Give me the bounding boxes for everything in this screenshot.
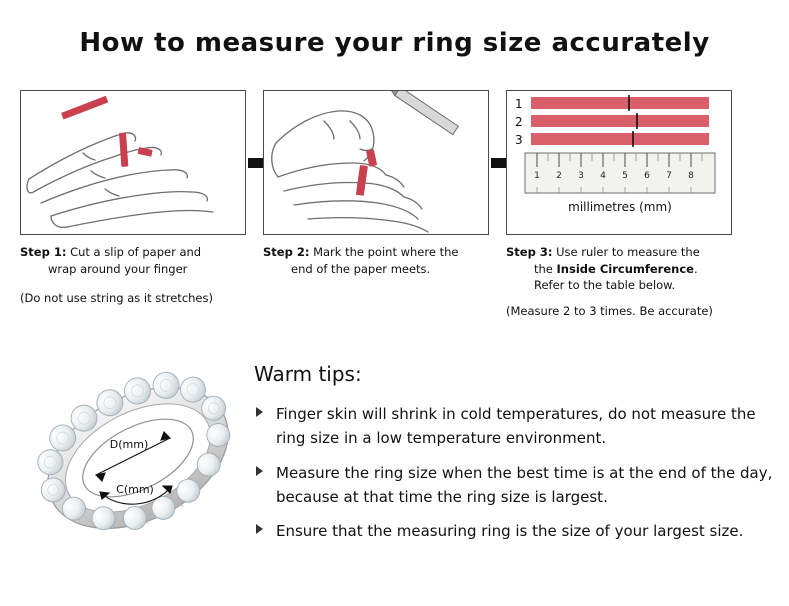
step-3-illustration-panel: [506, 90, 732, 235]
eternity-ring-diameter-circumference-diagram: [22, 352, 254, 564]
svg-text:1: 1: [534, 171, 540, 181]
steps-row: [20, 90, 772, 340]
hand-marking-paper-illustration: [264, 91, 488, 234]
warm-tips-heading: Warm tips:: [254, 362, 362, 386]
step-2: [263, 90, 491, 277]
step-1-illustration-panel: [20, 90, 246, 235]
step-2-text-line2: end of the paper meets.: [291, 261, 431, 276]
svg-text:2: 2: [515, 115, 523, 129]
pen-icon: [385, 91, 459, 135]
page-title: How to measure your ring size accurately: [79, 28, 710, 58]
step-3-note: (Measure 2 to 3 times. Be accurate): [506, 304, 713, 319]
step-2-text-line1: Mark the point where the: [313, 245, 459, 259]
tip-item-1: [254, 402, 774, 451]
step-1-caption: [20, 244, 248, 277]
tip-text: Ensure that the measuring ring is the size of your largest size.: [276, 522, 744, 541]
step-2-illustration-panel: [263, 90, 489, 235]
step-1-label: Step 1:: [20, 245, 67, 259]
step-3-inside-circumference: Inside Circumference: [556, 261, 694, 276]
step-3: [506, 90, 734, 318]
svg-text:1: 1: [515, 97, 523, 111]
svg-text:5: 5: [622, 171, 628, 181]
tip-text: Finger skin will shrink in cold temperatures, do not measure the ring size in a low temperature environment.: [276, 405, 756, 448]
tip-text: Measure the ring size when the best time is at the end of the day, because at that time the ring size is largest.: [276, 463, 773, 506]
step-1-note: (Do not use string as it stretches): [20, 291, 213, 306]
step-1-text-line1: Cut a slip of paper and: [70, 245, 202, 259]
step-3-text-line1: Use ruler to measure the: [556, 245, 700, 259]
step-3-text-line2-pre: the: [534, 261, 557, 276]
diameter-label: D(mm): [109, 438, 149, 451]
step-1: [20, 90, 248, 305]
svg-text:4: 4: [600, 171, 606, 181]
paper-strip-mark: [356, 149, 377, 195]
ruler-measuring-strips-illustration: [507, 91, 731, 234]
svg-text:2: 2: [556, 171, 562, 181]
measured-strips: [515, 95, 709, 147]
step-2-caption: [263, 244, 491, 277]
tip-item-3: [254, 519, 774, 543]
bullet-triangle-icon: [256, 407, 263, 417]
svg-text:6: 6: [644, 171, 650, 181]
ring-diagram: [22, 352, 254, 564]
step-2-label: Step 2:: [263, 245, 310, 259]
ruler-unit-label: millimetres (mm): [568, 200, 672, 214]
circumference-label: C(mm): [116, 483, 154, 496]
bullet-triangle-icon: [256, 524, 263, 534]
bullet-triangle-icon: [256, 466, 263, 476]
warm-tips-section: [254, 362, 774, 553]
step-3-label: Step 3:: [506, 245, 553, 259]
step-3-text-line3: Refer to the table below.: [534, 278, 676, 293]
svg-text:7: 7: [666, 171, 672, 181]
svg-text:8: 8: [688, 171, 694, 181]
tip-item-2: [254, 461, 774, 510]
ruler: [525, 153, 715, 193]
step-3-text-line2-post: .: [693, 261, 698, 276]
svg-text:3: 3: [515, 133, 523, 147]
svg-text:3: 3: [578, 171, 584, 181]
step-3-caption: [506, 244, 734, 294]
step-1-text-line2: wrap around your finger: [48, 261, 188, 276]
paper-strip: [61, 96, 153, 167]
hand-with-paper-strip-illustration: [21, 91, 245, 234]
